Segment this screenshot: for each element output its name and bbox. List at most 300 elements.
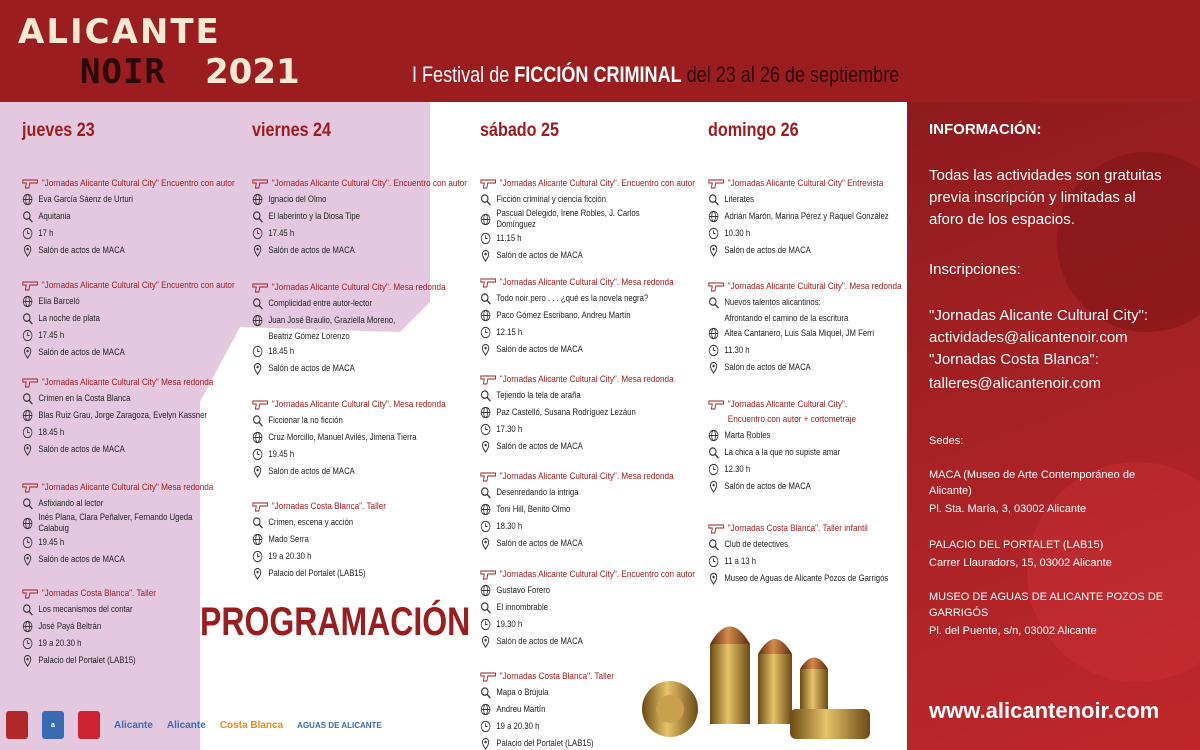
clock-icon xyxy=(252,550,263,563)
event-detail-text: 17.30 h xyxy=(496,424,523,434)
globe-icon xyxy=(480,584,491,597)
event-header xyxy=(708,279,902,294)
event-detail-text: 17.45 h xyxy=(38,330,65,340)
globe-icon xyxy=(480,503,491,516)
event-type: "Jornadas Alicante Cultural City" Encuentro con autor xyxy=(41,280,235,291)
event-detail-text: Complicidad entre autor-lector xyxy=(268,298,373,308)
event-detail xyxy=(252,225,446,242)
event-detail-text: Salón de actos de MACA xyxy=(496,538,583,548)
programacion-heading: PROGRAMACIÓN xyxy=(200,600,471,644)
event-detail-text: 17 h xyxy=(38,228,54,238)
globe-icon xyxy=(252,314,263,327)
sponsor-logos xyxy=(0,700,500,750)
gun-icon xyxy=(708,179,725,189)
clock-icon xyxy=(480,520,491,533)
sponsor-costa-blanca: Costa Blanca xyxy=(219,719,284,731)
event-detail xyxy=(708,342,902,359)
event-header xyxy=(22,480,216,495)
location-pin-icon xyxy=(252,567,263,580)
event-type: "Jornadas Alicante Cultural City" Entrevista xyxy=(727,178,884,189)
event-detail xyxy=(22,441,216,458)
event-detail-text: Salón de actos de MACA xyxy=(38,444,125,454)
search-icon xyxy=(480,486,491,499)
search-icon xyxy=(708,446,719,459)
gun-icon xyxy=(708,524,725,534)
coat-of-arms-logo xyxy=(6,711,28,739)
event-detail xyxy=(708,553,902,570)
event-header xyxy=(22,375,216,390)
search-icon xyxy=(22,603,33,616)
event-detail xyxy=(22,344,216,361)
event-block xyxy=(708,521,933,587)
event-detail-text: Cruz Morcillo, Manuel Avilés, Jimena Tierra xyxy=(268,432,417,442)
location-pin-icon xyxy=(252,244,263,257)
event-detail xyxy=(22,191,216,208)
event-header xyxy=(708,397,902,412)
insc-line-1: "Jornadas Alicante Cultural City": xyxy=(929,307,1149,324)
event-detail-text: Altea Cantanero, Luis Sala Miquel, JM Ferri xyxy=(724,328,875,338)
sede-aguas-1: MUSEO DE AGUAS DE ALICANTE POZOS DE xyxy=(929,591,1164,603)
insc-email-2[interactable]: talleres@alicantenoir.com xyxy=(929,375,1101,392)
event-detail xyxy=(708,444,902,461)
event-detail-text: 11.15 h xyxy=(496,233,522,243)
event-detail xyxy=(480,404,674,421)
sede-maca-addr: Pl. Sta. María, 3, 03002 Alicante xyxy=(929,503,1087,515)
event-type: "Jornadas Alicante Cultural City". Mesa redonda xyxy=(499,471,674,482)
search-icon xyxy=(480,601,491,614)
gun-icon xyxy=(708,282,725,292)
event-detail xyxy=(22,390,216,407)
event-detail xyxy=(480,307,674,324)
event-detail-text: Salón de actos de MACA xyxy=(38,347,125,357)
event-type: "Jornadas Alicante Cultural City" Mesa redonda xyxy=(41,482,214,493)
event-detail xyxy=(480,582,674,599)
event-detail-text: Beatriz Gómez Lorenzo xyxy=(268,330,350,341)
event-detail xyxy=(252,360,446,377)
sponsor-alicante: Alicante xyxy=(114,719,153,731)
day-title: jueves 23 xyxy=(22,120,95,141)
event-header xyxy=(480,567,695,582)
day-title: domingo 26 xyxy=(708,120,799,141)
event-block xyxy=(480,469,705,552)
event-detail-text: Museo de Aguas de Alicante Pozos de Garrigós xyxy=(724,573,889,583)
program-area xyxy=(0,102,907,750)
gun-icon xyxy=(252,502,269,512)
sede-portalet-1: PALACIO DEL PORTALET (LAB15) xyxy=(929,539,1104,551)
sede-portalet-addr: Carrer Llauradors, 15, 03002 Alicante xyxy=(929,557,1112,569)
event-type: "Jornadas Alicante Cultural City". Mesa redonda xyxy=(499,277,674,288)
sede-maca-1: MACA (Museo de Arte Contemporáneo de xyxy=(929,469,1136,481)
event-detail xyxy=(480,324,674,341)
event-detail-text: 18.45 h xyxy=(268,346,295,356)
search-icon xyxy=(252,210,263,223)
globe-icon xyxy=(252,193,263,206)
event-detail-text: 19.30 h xyxy=(496,619,523,629)
insc-email-1[interactable]: actividades@alicantenoir.com xyxy=(929,329,1128,346)
clock-icon xyxy=(708,463,719,476)
event-detail-text: Mado Serra xyxy=(268,534,309,544)
location-pin-icon xyxy=(252,362,263,375)
event-detail xyxy=(480,484,674,501)
event-detail xyxy=(252,412,446,429)
event-detail xyxy=(708,294,902,311)
logo-year: 2021 xyxy=(205,52,300,92)
event-detail xyxy=(252,463,446,480)
event-block xyxy=(252,280,477,377)
event-detail-text: Salón de actos de MACA xyxy=(496,441,583,451)
event-type: "Jornadas Costa Blanca". Taller xyxy=(499,671,614,682)
event-detail-text: Adrián Marón, Marina Pérez y Raquel González xyxy=(724,211,889,221)
clock-icon xyxy=(480,232,491,245)
location-pin-icon xyxy=(708,361,719,374)
ayuntamiento-logo: a xyxy=(42,711,64,739)
gun-icon xyxy=(22,589,39,599)
gun-icon xyxy=(22,483,39,493)
event-block xyxy=(480,372,705,455)
globe-icon xyxy=(252,533,263,546)
event-detail xyxy=(22,310,216,327)
event-detail-text: Crimen en la Costa Blanca xyxy=(38,393,131,403)
clock-icon xyxy=(22,536,33,549)
search-icon xyxy=(480,389,491,402)
event-type: "Jornadas Alicante Cultural City". xyxy=(727,399,848,410)
search-icon xyxy=(22,392,33,405)
event-detail-text: Paco Gómez Escribano, Andreu Martín xyxy=(496,310,631,320)
event-detail-text: 19 a 20.30 h xyxy=(38,638,82,648)
location-pin-icon xyxy=(480,249,491,262)
sedes-title: Sedes: xyxy=(929,435,964,447)
event-detail xyxy=(22,618,216,635)
event-detail xyxy=(480,387,674,404)
event-detail-text: Andreu Martín xyxy=(496,704,546,714)
search-icon xyxy=(252,297,263,310)
event-detail xyxy=(252,329,446,343)
header-banner xyxy=(0,0,1200,102)
search-icon xyxy=(252,414,263,427)
event-type: "Jornadas Alicante Cultural City". Encuentro con autor xyxy=(499,569,695,580)
event-type: "Jornadas Alicante Cultural City". Encuentro con autor xyxy=(271,178,467,189)
globe-icon xyxy=(480,213,491,226)
event-detail-text: Salón de actos de MACA xyxy=(496,344,583,354)
search-icon xyxy=(252,516,263,529)
event-type-2: Encuentro con autor + cortometraje xyxy=(727,414,857,425)
diputacion-logo xyxy=(78,711,100,739)
event-detail xyxy=(252,191,446,208)
event-detail xyxy=(22,225,216,242)
event-detail xyxy=(252,531,446,548)
clock-icon xyxy=(480,423,491,436)
gun-icon xyxy=(22,378,39,388)
event-detail-text: El innombrable xyxy=(496,602,548,612)
logo-noir: NOIR xyxy=(80,52,166,92)
event-detail-text: Blas Ruiz Grau, Jorge Zaragoza, Evelyn Kassner xyxy=(38,410,207,420)
event-detail xyxy=(252,565,446,582)
event-detail-text: Aquitania xyxy=(38,211,71,221)
event-detail-text: Inés Plana, Clara Peñalver, Fernando Ugeda Calabuig xyxy=(38,512,193,533)
event-detail-text: Ficción criminal y ciencia ficción xyxy=(496,194,607,204)
search-icon xyxy=(708,296,719,309)
event-detail-text: Salón de actos de MACA xyxy=(724,481,811,491)
event-detail-text: Mapa o Brújula xyxy=(496,687,549,697)
location-pin-icon xyxy=(22,346,33,359)
clock-icon xyxy=(252,448,263,461)
event-detail-text: 19.45 h xyxy=(38,537,65,547)
gun-icon xyxy=(252,179,269,189)
globe-icon xyxy=(22,409,33,422)
event-detail-text: Afrontando el camino de la escritura xyxy=(724,312,849,323)
globe-icon xyxy=(708,210,719,223)
event-detail xyxy=(22,293,216,310)
event-detail-text: 10.30 h xyxy=(724,228,751,238)
globe-icon xyxy=(22,295,33,308)
event-detail xyxy=(480,191,674,208)
sponsor-alicante-culture: Alicante xyxy=(166,719,206,731)
gun-icon xyxy=(22,179,39,189)
event-detail-text: Salón de actos de MACA xyxy=(496,636,583,646)
globe-icon xyxy=(22,620,33,633)
location-pin-icon xyxy=(480,343,491,356)
event-detail xyxy=(252,208,446,225)
sede-maca-2: Alicante) xyxy=(929,485,972,497)
event-detail xyxy=(480,247,674,264)
clock-icon xyxy=(480,618,491,631)
event-type: "Jornadas Costa Blanca". Taller xyxy=(41,588,156,599)
gun-icon xyxy=(252,283,269,293)
event-detail-text: 19 a 20.30 h xyxy=(496,721,540,731)
gun-icon xyxy=(480,179,497,189)
clock-icon xyxy=(22,637,33,650)
event-detail xyxy=(252,548,446,565)
event-type: "Jornadas Alicante Cultural City". Mesa redonda xyxy=(271,282,446,293)
gun-icon xyxy=(480,375,497,385)
event-detail xyxy=(480,341,674,358)
event-detail xyxy=(252,514,446,531)
event-block xyxy=(708,176,933,259)
event-detail-text: Toni Hill, Benito Olmo xyxy=(496,504,571,514)
event-detail xyxy=(708,478,902,495)
event-detail xyxy=(22,407,216,424)
clock-icon xyxy=(22,227,33,240)
event-detail xyxy=(480,501,674,518)
event-type: "Jornadas Alicante Cultural City". Mesa redonda xyxy=(499,374,674,385)
location-pin-icon xyxy=(480,440,491,453)
event-detail-text: 11.30 h xyxy=(724,345,750,355)
day-title: sábado 25 xyxy=(480,120,559,141)
gun-icon xyxy=(708,400,725,410)
info-text-1: Todas las actividades son gratuitas xyxy=(929,167,1162,184)
event-header xyxy=(708,176,902,191)
event-header xyxy=(22,176,235,191)
search-icon xyxy=(480,292,491,305)
search-icon xyxy=(480,193,491,206)
event-detail-text: Marta Robles xyxy=(724,430,771,440)
event-block xyxy=(252,499,477,582)
clock-icon xyxy=(708,227,719,240)
clock-icon xyxy=(252,345,263,358)
event-header xyxy=(252,280,446,295)
event-block xyxy=(22,480,247,568)
event-detail-text: Todo noir pero . . . ¿qué es la novela negra? xyxy=(496,293,649,303)
gun-icon xyxy=(22,281,39,291)
clock-icon xyxy=(252,227,263,240)
event-type: "Jornadas Costa Blanca". Taller infantil xyxy=(727,523,868,534)
clock-icon xyxy=(22,426,33,439)
clock-icon xyxy=(480,326,491,339)
event-detail-text: Palacio del Portalet (LAB15) xyxy=(268,568,366,578)
event-type: "Jornadas Alicante Cultural City". Mesa redonda xyxy=(727,281,902,292)
event-detail-text: José Payá Beltrán xyxy=(38,621,102,631)
globe-icon xyxy=(252,431,263,444)
event-detail-text: Club de detectives xyxy=(724,539,789,549)
event-detail xyxy=(708,325,902,342)
event-detail-text: Salón de actos de MACA xyxy=(38,554,125,564)
event-detail-text: Salón de actos de MACA xyxy=(268,245,355,255)
bullets-image xyxy=(640,614,880,744)
event-detail xyxy=(22,652,216,669)
sponsor-aguas: AGUAS DE ALICANTE xyxy=(297,720,382,730)
event-detail xyxy=(22,424,216,441)
event-detail-text: Salón de actos de MACA xyxy=(724,362,811,372)
event-detail-text: Literates xyxy=(724,194,755,204)
sede-aguas-2: GARRIGÓS xyxy=(929,607,989,619)
event-detail-text: 18.30 h xyxy=(496,521,523,531)
location-pin-icon xyxy=(22,443,33,456)
search-icon xyxy=(480,686,491,699)
event-detail xyxy=(252,429,446,446)
event-detail xyxy=(708,461,902,478)
event-detail-text: El laberinto y la Diosa Tipe xyxy=(268,211,360,221)
event-detail-text: Paz Castelló, Susana Rodríguez Lezáun xyxy=(496,407,636,417)
website-link[interactable]: www.alicantenoir.com xyxy=(929,698,1160,723)
event-detail-text: Asfixiando al lector xyxy=(38,498,104,508)
location-pin-icon xyxy=(22,654,33,667)
event-header xyxy=(480,469,674,484)
event-block xyxy=(22,375,247,458)
festival-title: I Festival de FICCIÓN CRIMINAL del 23 al 26 de septiembre xyxy=(412,62,900,87)
event-detail xyxy=(708,242,902,259)
event-block xyxy=(708,397,933,495)
info-text-3: aforo de los espacios. xyxy=(929,211,1075,228)
event-detail xyxy=(252,295,446,312)
event-detail xyxy=(480,230,674,247)
location-pin-icon xyxy=(252,465,263,478)
location-pin-icon xyxy=(708,572,719,585)
event-header xyxy=(708,521,902,536)
event-detail-text: 12.15 h xyxy=(496,327,523,337)
event-header xyxy=(480,372,674,387)
day-title: viernes 24 xyxy=(252,120,332,141)
event-detail-text: 19.45 h xyxy=(268,449,295,459)
event-header xyxy=(22,278,235,293)
event-detail-text: 11 a 13 h xyxy=(724,556,757,566)
event-detail-text: Crimen, escena y acción xyxy=(268,517,354,527)
event-detail xyxy=(480,208,674,230)
search-icon xyxy=(708,193,719,206)
event-detail xyxy=(22,512,216,534)
event-header xyxy=(480,176,695,191)
gun-icon xyxy=(252,400,269,410)
event-detail xyxy=(480,518,674,535)
event-detail xyxy=(22,601,216,618)
event-header xyxy=(252,176,467,191)
search-icon xyxy=(708,538,719,551)
event-detail xyxy=(252,446,446,463)
event-detail xyxy=(480,438,674,455)
location-pin-icon xyxy=(708,480,719,493)
event-block xyxy=(22,278,247,361)
event-header-2 xyxy=(708,412,902,427)
search-icon xyxy=(22,210,33,223)
event-detail-text: Tejiendo la tela de araña xyxy=(496,390,581,400)
event-block xyxy=(252,397,477,480)
event-detail xyxy=(22,551,216,568)
event-header xyxy=(252,397,446,412)
event-detail-text: 18.45 h xyxy=(38,427,65,437)
event-detail xyxy=(708,225,902,242)
info-text-2: previa inscripción y limitadas al xyxy=(929,189,1136,206)
event-block xyxy=(708,279,933,376)
event-detail xyxy=(22,495,216,512)
event-detail-text: Desenredando la intriga xyxy=(496,487,579,497)
globe-icon xyxy=(708,429,719,442)
event-detail-text: Eva García Sáenz de Urturi xyxy=(38,194,133,204)
event-detail xyxy=(708,536,902,553)
event-block xyxy=(480,176,705,264)
event-detail xyxy=(708,570,902,587)
globe-icon xyxy=(22,193,33,206)
event-type: "Jornadas Costa Blanca". Taller xyxy=(271,501,386,512)
event-detail-text: Ignacio del Olmo xyxy=(268,194,327,204)
event-detail-text: 17.45 h xyxy=(268,228,295,238)
event-detail-text: Nuevos talentos alicantinos: xyxy=(724,297,821,307)
info-title: INFORMACIÓN: xyxy=(929,121,1042,138)
gun-icon xyxy=(480,278,497,288)
search-icon xyxy=(22,312,33,325)
clock-icon xyxy=(22,329,33,342)
event-detail xyxy=(252,242,446,259)
event-detail-text: Pascual Delegido, Irene Robles, J. Carlos Domínguez xyxy=(496,208,640,229)
event-detail-text: La chica a la que no supiste amar xyxy=(724,447,841,457)
globe-icon xyxy=(480,406,491,419)
event-detail xyxy=(252,343,446,360)
event-detail xyxy=(252,312,446,329)
event-header xyxy=(480,275,674,290)
event-detail-text: Salón de actos de MACA xyxy=(268,466,355,476)
event-detail xyxy=(22,208,216,225)
event-detail xyxy=(480,535,674,552)
location-pin-icon xyxy=(22,244,33,257)
globe-icon xyxy=(480,309,491,322)
event-type: "Jornadas Alicante Cultural City" Encuentro con autor xyxy=(41,178,235,189)
event-header xyxy=(22,586,216,601)
event-detail-text: Palacio del Portalet (LAB15) xyxy=(38,655,136,665)
event-detail xyxy=(708,311,902,325)
inscripciones-title: Inscripciones: xyxy=(929,261,1021,278)
event-detail-text: Palacio del Portalet (LAB15) xyxy=(496,738,594,748)
event-detail xyxy=(708,359,902,376)
event-detail xyxy=(708,427,902,444)
sede-aguas-addr: Pl. del Puente, s/n, 03002 Alicante xyxy=(929,625,1097,637)
location-pin-icon xyxy=(480,537,491,550)
event-detail-text: Elia Barceló xyxy=(38,296,80,306)
event-detail xyxy=(708,191,902,208)
gun-icon xyxy=(480,472,497,482)
event-detail-text: Juan José Braulio, Graziella Moreno, xyxy=(268,315,396,325)
event-detail-text: 19 a 20.30 h xyxy=(268,551,312,561)
location-pin-icon xyxy=(22,553,33,566)
event-block xyxy=(252,176,477,259)
event-type: "Jornadas Alicante Cultural City". Encuentro con autor xyxy=(499,178,695,189)
